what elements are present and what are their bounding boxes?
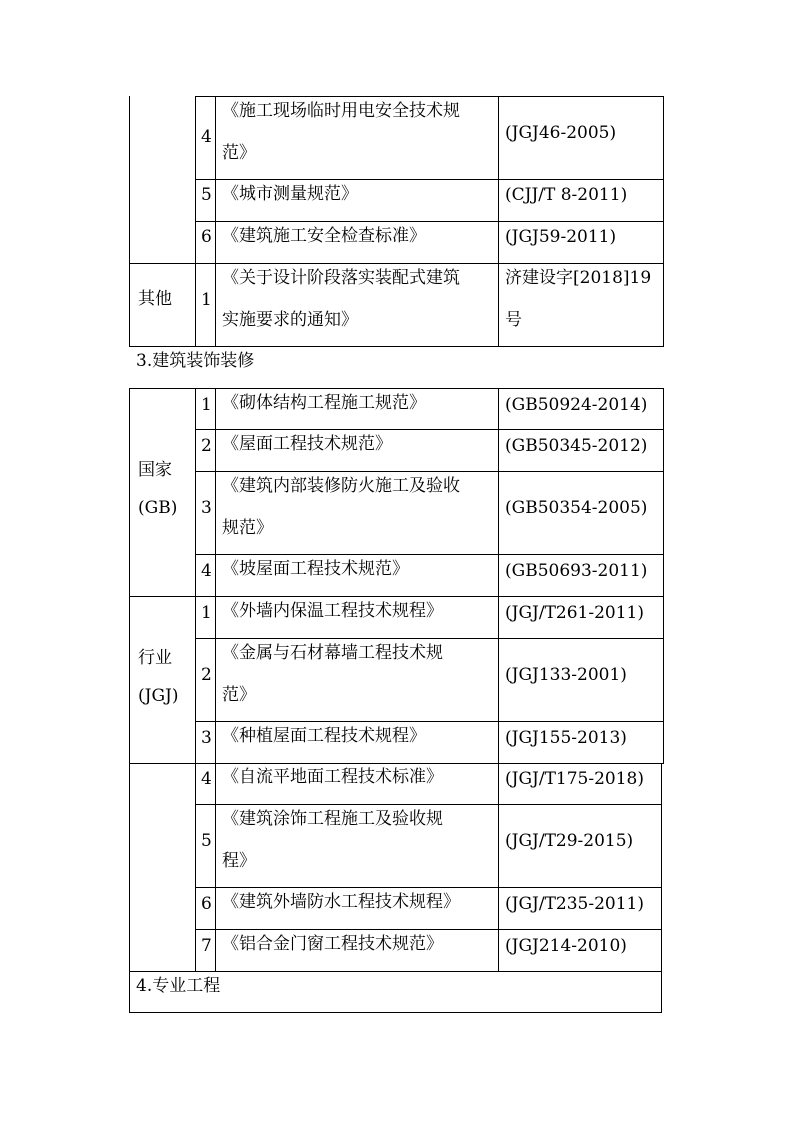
standard-code: (GB50693-2011) [505,561,648,581]
standard-code: (JGJ/T29-2015) [505,831,634,851]
row-number: 2 [201,436,212,456]
standard-title: 《屋面工程技术规范》 [222,434,392,454]
standard-code: (JGJ/T261-2011) [505,603,644,623]
row-number: 3 [201,498,212,518]
row-number: 5 [201,831,212,851]
group-label-code: (JGJ) [138,686,179,706]
standard-title: 《金属与石材幕墙工程技术规 [222,643,443,663]
standard-code: (GB50354-2005) [505,498,648,518]
row-number: 2 [201,665,212,685]
standard-code: 济建设字[2018]19 [505,268,652,288]
standard-title: 《城市测量规范》 [222,184,358,204]
standard-title: 《坡屋面工程技术规范》 [222,559,409,579]
standard-code-cont: 号 [505,310,522,330]
group-label: 行业 [138,648,172,668]
row-number: 4 [201,561,212,581]
row-number: 1 [201,395,212,415]
standard-code: (JGJ46-2005) [505,123,617,143]
standard-title-cont: 范》 [222,143,256,163]
standard-title: 《砌体结构工程施工规范》 [222,393,426,413]
standard-code: (JGJ/T235-2011) [505,894,644,914]
section-heading: 4.专业工程 [136,976,221,996]
standard-title: 《外墙内保温工程技术规程》 [222,601,443,621]
standard-title: 《铝合金门窗工程技术规范》 [222,934,443,954]
standard-code: (JGJ/T175-2018) [505,769,644,789]
standard-title-cont: 规范》 [222,518,273,538]
group-label: 其他 [138,289,172,309]
row-number: 4 [201,769,212,789]
row-number: 3 [201,728,212,748]
standard-title: 《施工现场临时用电安全技术规 [222,101,460,121]
row-number: 1 [201,603,212,623]
standard-code: (JGJ59-2011) [505,227,617,247]
standard-code: (JGJ133-2001) [505,665,627,685]
row-number: 1 [201,290,212,310]
standard-code: (GB50924-2014) [505,395,648,415]
group-label-code: (GB) [138,498,178,518]
standard-title: 《种植屋面工程技术规程》 [222,726,426,746]
row-number: 7 [201,936,212,956]
standard-title: 《建筑内部装修防火施工及验收 [222,476,460,496]
standard-title: 《自流平地面工程技术标准》 [222,767,443,787]
row-number: 6 [201,894,212,914]
section-heading: 3.建筑装饰装修 [136,351,255,371]
standard-title-cont: 范》 [222,685,256,705]
standard-code: (JGJ155-2013) [505,728,627,748]
standard-title: 《关于设计阶段落实装配式建筑 [222,268,460,288]
standard-title: 《建筑外墙防水工程技术规程》 [222,892,460,912]
row-number: 6 [201,227,212,247]
standard-title: 《建筑施工安全检查标准》 [222,226,426,246]
standard-code: (GB50345-2012) [505,436,648,456]
standard-code: (JGJ214-2010) [505,936,627,956]
row-number: 4 [201,127,212,147]
standard-title: 《建筑涂饰工程施工及验收规 [222,809,443,829]
standard-title-cont: 实施要求的通知》 [222,310,358,330]
standard-title-cont: 程》 [222,851,256,871]
row-number: 5 [201,185,212,205]
group-label: 国家 [138,460,172,480]
standard-code: (CJJ/T 8-2011) [505,185,628,205]
